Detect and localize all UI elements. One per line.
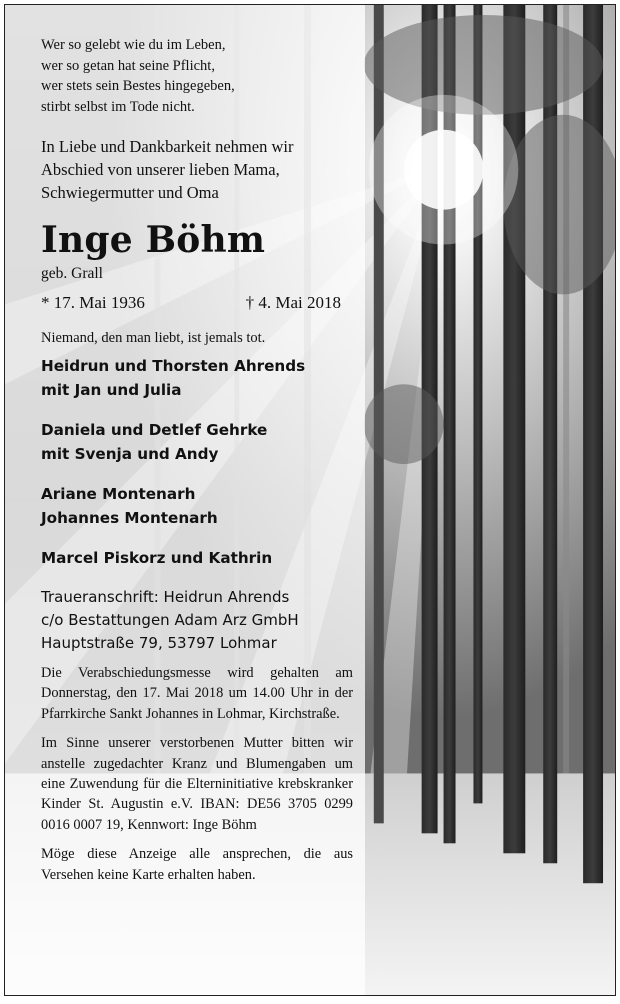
poem-line: stirbt selbst im Tode nicht.: [41, 98, 195, 115]
memorial-motto: Niemand, den man liebt, ist jemals tot.: [41, 330, 266, 346]
address-line: Traueranschrift: Heidrun Ahrends: [41, 588, 290, 606]
family-group: [41, 482, 353, 530]
poem-line: Wer so gelebt wie du im Leben,: [41, 37, 226, 53]
intro-line: In Liebe und Dankbarkeit nehmen wir: [41, 137, 294, 156]
birth-name: geb. Grall: [41, 265, 103, 282]
family-group: [41, 418, 353, 466]
death-date: † 4. Mai 2018: [245, 293, 341, 312]
family-line: Ariane Montenarh: [41, 485, 196, 503]
address-line: Hauptstraße 79, 53797 Lohmar: [41, 634, 277, 652]
closing-note: Möge diese Anzeige alle ansprechen, die aus Versehen keine Karte erhalten haben.: [41, 846, 353, 883]
mourning-address: [41, 586, 353, 655]
intro-line: Schwiegermutter und Oma: [41, 183, 219, 202]
poem-line: wer stets sein Bestes hingegeben,: [41, 78, 235, 94]
deceased-name: Inge Böhm: [41, 219, 266, 261]
birth-date: * 17. Mai 1936: [41, 293, 145, 312]
family-line: mit Svenja und Andy: [41, 445, 219, 463]
family-line: Daniela und Detlef Gehrke: [41, 421, 268, 439]
mourners-list: [41, 354, 353, 570]
address-line: c/o Bestattungen Adam Arz GmbH: [41, 611, 299, 629]
family-line: Johannes Montenarh: [41, 509, 218, 527]
family-group: [41, 546, 353, 570]
intro-line: Abschied von unserer lieben Mama,: [41, 160, 280, 179]
life-dates: [41, 292, 341, 314]
funeral-mass-info: Die Verabschiedungsmesse wird gehalten am Donnerstag, den 17. Mai 2018 um 14.00 Uhr in der Pfarrkirche Sankt Johannes in Lohmar, Kirchstraße.: [41, 665, 353, 722]
farewell-intro: [41, 135, 353, 204]
obituary-notice: [4, 4, 616, 996]
family-line: Marcel Piskorz und Kathrin: [41, 549, 273, 567]
donation-request: Im Sinne unserer verstorbenen Mutter bitten wir anstelle zugedachter Kranz und Blumengaben um eine Zuwendung für die Elterninitiative krebskranker Kinder St. Augustin e.V. IBAN: DE56 3705 0299 0016 0007 19, Kennwort: Inge Böhm: [41, 735, 353, 833]
obituary-content: [41, 35, 353, 885]
family-group: [41, 354, 353, 402]
family-line: mit Jan und Julia: [41, 381, 182, 399]
family-line: Heidrun und Thorsten Ahrends: [41, 357, 306, 375]
poem-line: wer so getan hat seine Pflicht,: [41, 57, 215, 74]
poem: [41, 35, 353, 117]
